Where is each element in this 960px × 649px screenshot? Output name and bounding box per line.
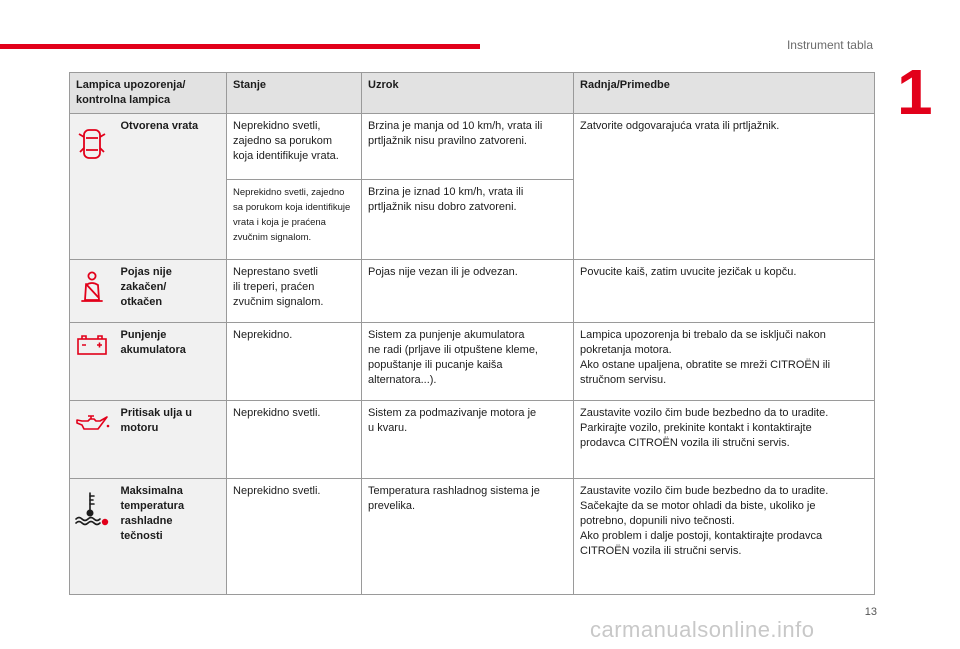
state-cell: Neprekidno. — [227, 323, 362, 401]
table-row — [70, 479, 875, 595]
lamp-name: Otvorena vrata — [115, 114, 227, 260]
cause-cell: Pojas nije vezan ili je odvezan. — [362, 260, 574, 323]
state-cell: Neprekidno svetli, zajedno sa porukom koja identifikuje vrata. — [227, 114, 362, 180]
column-header-lamp: Lampica upozorenja/ kontrolna lampica — [70, 73, 227, 114]
cause-cell: Temperatura rashladnog sistema je prevelika. — [362, 479, 574, 595]
action-cell: Zaustavite vozilo čim bude bezbedno da to uradite. Parkirajte vozilo, prekinite kontakt i kontaktirajte prodavca CITROËN vozila ili stručni servis. — [574, 401, 875, 479]
coolant-temperature-icon — [74, 489, 110, 529]
cause-cell: Brzina je iznad 10 km/h, vrata ili prtljažnik nisu dobro zatvoreni. — [362, 180, 574, 260]
red-header-bar — [0, 44, 480, 49]
lamp-name: Maksimalna temperatura rashladne tečnosti — [115, 479, 227, 595]
state-cell: Neprekidno svetli, zajedno sa porukom koja identifikuje vrata i koja je praćena zvučnim signalom. — [227, 180, 362, 260]
oil-can-icon — [74, 411, 110, 435]
battery-icon — [75, 333, 109, 357]
state-cell: Neprekidno svetli. — [227, 479, 362, 595]
chapter-number: 1 — [897, 56, 933, 128]
table-header-row — [70, 73, 875, 114]
table-row — [70, 323, 875, 401]
door-open-icon — [77, 124, 107, 164]
icon-cell — [70, 114, 115, 260]
action-cell: Zaustavite vozilo čim bude bezbedno da to uradite. Sačekajte da se motor ohladi da biste, ukoliko je potrebno, dopunili nivo tečnosti. Ako problem i dalje postoji, kontaktirajte prodavca CITROËN vozila ili stručni servis. — [574, 479, 875, 595]
action-cell: Povucite kaiš, zatim uvucite jezičak u kopču. — [574, 260, 875, 323]
cause-cell: Sistem za punjenje akumulatora ne radi (prljave ili otpuštene kleme, popuštanje ili pucanje kaiša alternatora...). — [362, 323, 574, 401]
state-cell: Neprestano svetli ili treperi, praćen zvučnim signalom. — [227, 260, 362, 323]
warning-lamps-table — [69, 72, 875, 595]
cause-cell: Brzina je manja od 10 km/h, vrata ili prtljažnik nisu pravilno zatvoreni. — [362, 114, 574, 180]
column-header-action: Radnja/Primedbe — [574, 73, 875, 114]
cause-cell: Sistem za podmazivanje motora je u kvaru. — [362, 401, 574, 479]
state-cell: Neprekidno svetli. — [227, 401, 362, 479]
column-header-cause: Uzrok — [362, 73, 574, 114]
table-row — [70, 114, 875, 180]
action-cell: Zatvorite odgovarajuća vrata ili prtljažnik. — [574, 114, 875, 260]
watermark: carmanualsonline.info — [590, 617, 815, 642]
lamp-name: Punjenje akumulatora — [115, 323, 227, 401]
column-header-state: Stanje — [227, 73, 362, 114]
section-title: Instrument tabla — [786, 38, 873, 52]
icon-cell — [70, 260, 115, 323]
lamp-name: Pritisak ulja u motoru — [115, 401, 227, 479]
icon-cell — [70, 479, 115, 595]
icon-cell — [70, 401, 115, 479]
table-row — [70, 260, 875, 323]
table-row — [70, 401, 875, 479]
page-number: 13 — [864, 606, 877, 618]
action-cell: Lampica upozorenja bi trebalo da se isključi nakon pokretanja motora. Ako ostane upaljena, obratite se mreži CITROËN ili stručnom servisu. — [574, 323, 875, 401]
icon-cell — [70, 323, 115, 401]
lamp-name: Pojas nije zakačen/ otkačen — [115, 260, 227, 323]
seatbelt-icon — [77, 270, 107, 304]
